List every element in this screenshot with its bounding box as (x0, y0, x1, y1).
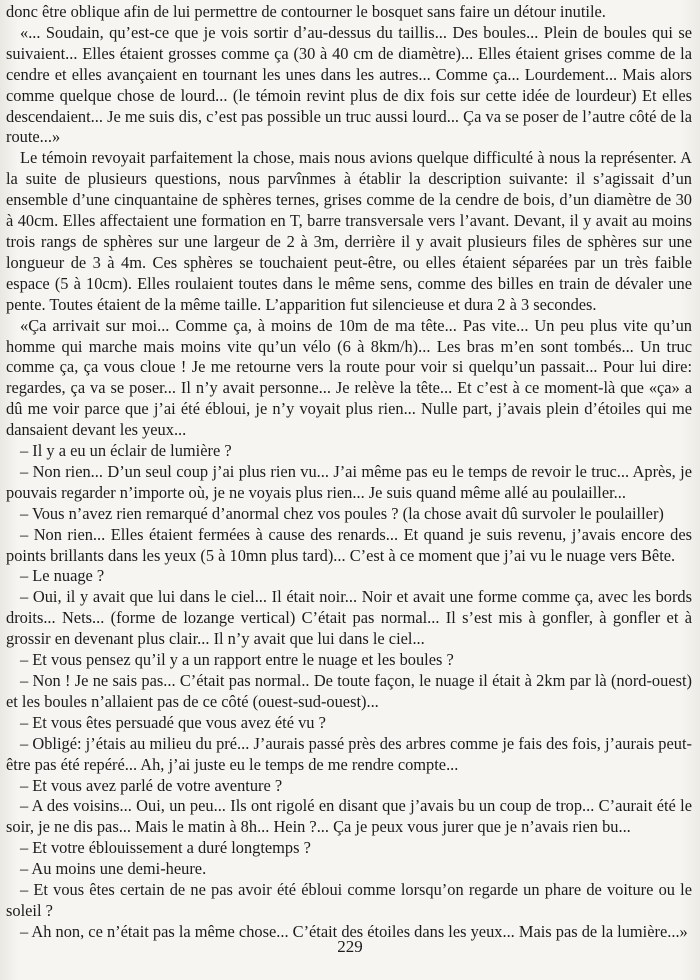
dialogue-line: – Non ! Je ne sais pas... C’était pas normal.. De toute façon, le nuage il était à 2km par là (nord-ouest) et les boules n’allaient pas de ce côté (ouest-sud-ouest)... (6, 671, 692, 711)
dialogue-line: – Oui, il y avait que lui dans le ciel... Il était noir... Noir et avait une forme comme ça, avec les bords droits... Nets... (forme de lozange vertical) C’était pas normal... Il s’est mis à gonfler, à gonfler et à grossir en devenant plus clair... Il n’y avait que lui dans le ciel... (6, 587, 692, 649)
dialogue-line: – Le nuage ? (20, 566, 105, 586)
page-number: 229 (337, 937, 363, 956)
paragraph: «Ça arrivait sur moi... Comme ça, à moins de 10m de ma tête... Pas vite... Un peu plus vite qu’un homme qui marche mais moins vite qu’un vélo (6 à 8km/h)... Les bras m’en sont tombés... Un truc comme ça, ça vous cloue ! Je me retourne vers la route pour voir si quelqu’un passait... Pour lui dire: regardes, ça va se poser... Il n’y avait personne... Je relève la tête... Et c’est à ce moment-là que «ça» a dû me voir parce que j’ai été ébloui, je n’y voyait plus rien... Nulle part, j’avais plein d’étoiles qui me dansaient devant les yeux... (6, 315, 692, 440)
dialogue-line: – Au moins une demi-heure. (20, 859, 207, 879)
body-text (6, 2, 692, 943)
dialogue-line: – Non rien... Elles étaient fermées à cause des renards... Et quand je suis revenu, j’avais encore des points brillants dans les yeux (5 à 10mn plus tard)... C’est à ce moment que j’ai vu le nuage vers Bête. (6, 524, 692, 565)
dialogue-line: – Vous n’avez rien remarqué d’anormal chez vos poules ? (la chose avait dû survoler le poulailler) (20, 503, 664, 523)
dialogue-line: – Et vous avez parlé de votre aventure ? (20, 775, 283, 795)
dialogue-line: – Il y a eu un éclair de lumière ? (20, 441, 232, 461)
dialogue-line: – Et vous êtes persuadé que vous avez été vu ? (20, 712, 326, 732)
paragraph: donc être oblique afin de lui permettre de contourner le bosquet sans faire un détour inutile. (6, 2, 606, 21)
paragraph: Le témoin revoyait parfaitement la chose, mais nous avions quelque difficulté à nous la représenter. A la suite de plusieurs questions, nous parvînmes à établir la description suivante: il s’agissait d’un ensemble d’une cinquantaine de sphères ternes, grises comme de la cendre de bois, d’un diamètre de 30 à 40cm. Elles affectaient une formation en T, barre transversale vers l’avant. Devant, il y avait au moins trois rangs de sphères sur une largeur de 2 à 3m, derrière il y avait plusieurs files de sphères sur une longueur de 3 à 4m. Ces sphères se touchaient peut-être, ou elles étaient séparées par un très faible espace (5 à 10cm). Elles roulaient toutes dans le même sens, comme des billes en train de dévaler une pente. Toutes étaient de la même taille. L’apparition fut silencieuse et dura 2 à 3 secondes. (6, 148, 692, 314)
dialogue-line: – Obligé: j’étais au milieu du pré... J’aurais passé près des arbres comme je fais des fois, j’aurais peut-être pas été repéré... Ah, j’ai juste eu le temps de me rendre compte... (6, 733, 692, 774)
dialogue-line: – A des voisins... Oui, un peu... Ils ont rigolé en disant que j’avais bu un coup de trop... C’aurait été le soir, je ne dis pas... Mais le matin à 8h... Hein ?... Ça je peux vous jurer que je n’avais rien bu... (6, 796, 692, 837)
dialogue-line: – Non rien... D’un seul coup j’ai plus rien vu... J’ai même pas eu le temps de revoir le truc... Après, je pouvais regarder n’importe où, je ne voyais plus rien... Je suis quand même allé au poulailler... (6, 461, 692, 502)
dialogue-line: – Et vous pensez qu’il y a un rapport entre le nuage et les boules ? (20, 650, 454, 670)
dialogue-line: – Et vous êtes certain de ne pas avoir été ébloui comme lorsqu’on regarde un phare de voiture ou le soleil ? (6, 880, 692, 920)
dialogue-line: – Ah non, ce n’était pas la même chose... C’était des étoiles dans les yeux... Mais pas de la lumière...» (20, 921, 688, 941)
dialogue-line: – Et votre éblouissement a duré longtemps ? (20, 838, 311, 858)
paragraph: «... Soudain, qu’est-ce que je vois sortir d’au-dessus du taillis... Des boules... Plein de boules qui se suivaient... Elles étaient grosses comme ça (30 à 40 cm de diamètre)... Elles étaient grises comme de la cendre et elles avançaient en tournant les unes dans les autres... Comme ça... Lourdement... Mais alors comme quelque chose de lourd... (le témoin revint plus de dix fois sur cette idée de lourdeur) Et elles descendaient... Je me suis dis, c’est pas possible un truc aussi lourd... Ça va se poser de l’autre côté de la route...» (6, 22, 692, 147)
